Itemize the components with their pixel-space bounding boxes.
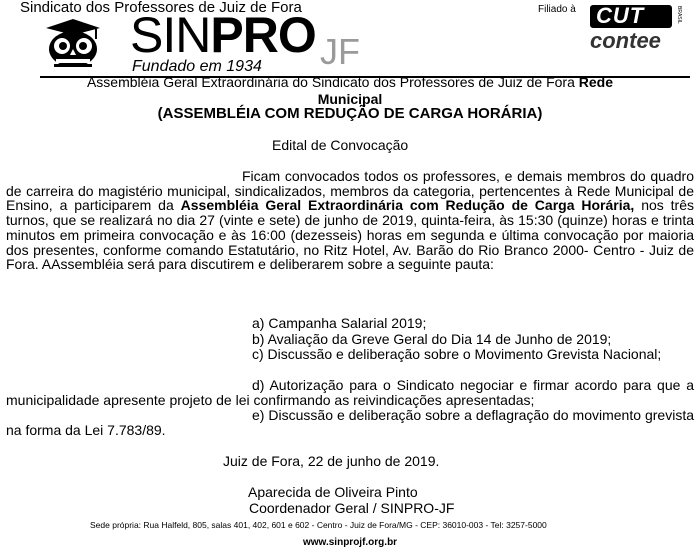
agenda-item-b: b) Avaliação da Greve Geral do Dia 14 de Junho de 2019; [252,331,612,347]
logo-jf: JF [320,31,360,72]
signatory-name: Aparecida de Oliveira Pinto [248,484,418,500]
logo-pro: PRO [210,7,316,63]
title-line-1-bold: Rede [578,74,614,90]
agenda-item-c: c) Discussão e deliberação sobre o Movimento Grevista Nacional; [252,346,662,362]
footer-website: www.sinprojf.org.br [303,537,398,548]
intro-paragraph [6,169,694,272]
intro-text-a: Ficam convocados todos os professores, e demais membros do quadro de carreira do magistério municipal, sindicalizados, membros da categoria, pertencentes à Rede Municipal de Ensino, a participarem da [6,168,694,214]
title-line-1 [0,74,700,90]
intro-text-b: nos três turnos, que se realizará no dia 27 (vinte e sete) de junho de 2019, quinta-feira, às 15:30 (quinze) horas e trinta minutos em primeira convocação e às 16:00 (dezesseis) horas em segunda e última convocação por maioria dos presentes, conforme comando Estatutário, no Ritz Hotel, Av. Barão do Rio Branco 2000- Centro - Juiz de Fora. AAssembléia será para discutirem e deliberarem sobre a seguinte pauta: [6,197,694,273]
title-line-2: Municipal [317,91,383,107]
founded-text: Fundado em 1934 [132,58,262,75]
cut-logo-text: CUT [596,3,645,28]
owl-logo-icon [44,19,102,69]
sinpro-logo [130,7,316,63]
title-line-3: (ASSEMBLÉIA COM REDUÇÃO DE CARGA HORÁRIA) [157,105,543,122]
edital-heading: Edital de Convocação [272,137,409,153]
agenda-item-e: e) Discussão e deliberação sobre a deflagração do movimento grevista na forma da Lei 7.783/89. [6,407,694,438]
intro-text-bold: Assembléia Geral Extraordinária com Redução de Carga Horária, [180,197,635,214]
signatory-role: Coordenador Geral / SINPRO-JF [249,500,455,516]
contee-logo: contee [590,28,661,53]
footer-address: Sede própria: Rua Halfeld, 805, salas 401, 402, 601 e 602 - Centro - Juiz de Fora/MG - CEP: 36010-003 - Tel: 3257-5000 [90,520,547,530]
affiliated-label: Filiado à [538,4,576,15]
agenda-item-a: a) Campanha Salarial 2019; [252,315,427,331]
title-line-1-text: Assembléia Geral Extraordinária do Sindicato dos Professores de Juiz de Fora [86,74,575,90]
logo-sin: SIN [130,7,211,63]
org-name: Sindicato dos Professores de Juiz de Fora [20,0,302,16]
agenda-item-d: d) Autorização para o Sindicato negociar e firmar acordo para que a municipalidade apresente projeto de lei confirmando as reivindicações apresentadas; [6,377,694,408]
cut-brasil-text: BRASIL [676,6,682,24]
place-date: Juiz de Fora, 22 de junho de 2019. [223,453,440,469]
